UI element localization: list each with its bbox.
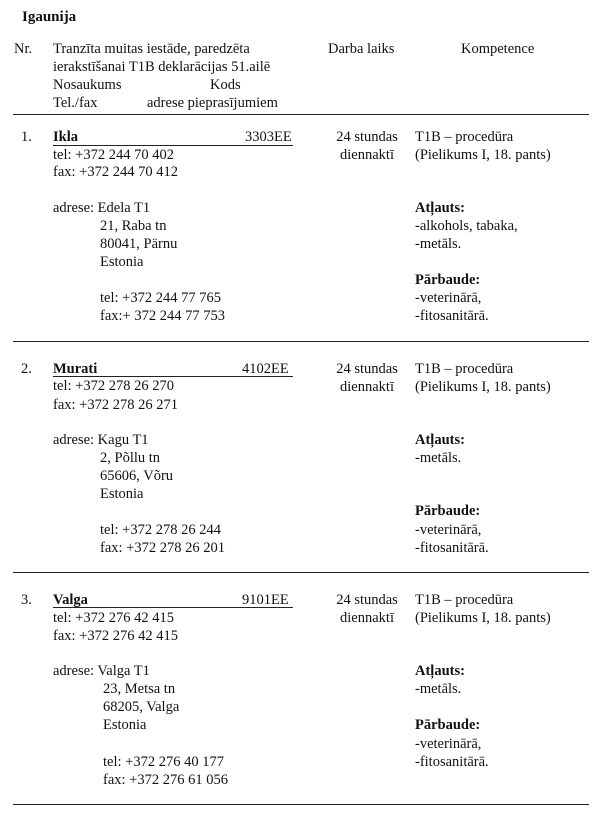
entry-tel-2: tel: +372 244 77 765: [100, 290, 221, 306]
header-rule: [13, 114, 589, 115]
entry-tel: tel: +372 244 70 402: [53, 147, 174, 163]
entry-hours-1: 24 stundas: [336, 361, 398, 377]
entry-tel: tel: +372 278 26 270: [53, 378, 174, 394]
header-hours: Darba laiks: [328, 41, 395, 57]
entry-hours-1: 24 stundas: [336, 592, 398, 608]
entry-check-title: Pārbaude:: [415, 503, 481, 519]
entry-check-item: -veterinārā,: [415, 290, 482, 306]
header-name-label: Nosaukums: [53, 77, 122, 93]
entry-check-item: -veterinārā,: [415, 522, 482, 538]
entry-tel: tel: +372 276 42 415: [53, 610, 174, 626]
entry-address-city: 65606, Võru: [100, 468, 174, 484]
entry-nr: 2.: [21, 361, 32, 377]
entry-fax: fax: +372 244 70 412: [53, 164, 178, 180]
entry-address-country: Estonia: [100, 486, 144, 502]
header-nr: Nr.: [14, 41, 33, 57]
entry-fax-2: fax:+ 372 244 77 753: [100, 308, 225, 324]
entry-code: 4102EE: [242, 361, 289, 377]
entry-procedure-ref: (Pielikums I, 18. pants): [415, 379, 551, 395]
entry-name: Ikla: [53, 129, 78, 145]
header-office-line2: ierakstīšanai T1B deklarācijas 51.ailē: [53, 59, 271, 75]
header-competence: Kompetence: [461, 41, 535, 57]
page-title: Igaunija: [22, 9, 77, 25]
entry-fax-2: fax: +372 276 61 056: [103, 772, 228, 788]
entry-tel-2: tel: +372 278 26 244: [100, 522, 221, 538]
entry-tel-2: tel: +372 276 40 177: [103, 754, 224, 770]
entry-address-street: 23, Metsa tn: [103, 681, 176, 697]
entry-hours-1: 24 stundas: [336, 129, 398, 145]
entry-check-title: Pārbaude:: [415, 717, 481, 733]
entry-check-item: -fitosanitārā.: [415, 540, 489, 556]
entry-code: 9101EE: [242, 592, 289, 608]
header-tel-label: Tel./fax: [53, 95, 98, 111]
entry-address-city: 68205, Valga: [103, 699, 180, 715]
entry-allowed-item: -metāls.: [415, 450, 462, 466]
entry-allowed-title: Atļauts:: [415, 200, 465, 216]
entry-address-label: adrese: Edela T1: [53, 200, 151, 216]
entry-address-city: 80041, Pärnu: [100, 236, 178, 252]
entry-procedure: T1B – procedūra: [415, 361, 514, 377]
entry-check-item: -veterinārā,: [415, 736, 482, 752]
entry-allowed-item: -alkohols, tabaka,: [415, 218, 518, 234]
entry-nr: 3.: [21, 592, 32, 608]
entry-name: Murati: [53, 361, 98, 377]
entry-address-label: adrese: Kagu T1: [53, 432, 149, 448]
entry-check-item: -fitosanitārā.: [415, 308, 489, 324]
entry-procedure-ref: (Pielikums I, 18. pants): [415, 610, 551, 626]
header-code-label: Kods: [210, 77, 241, 93]
entry-allowed-title: Atļauts:: [415, 663, 465, 679]
entry-fax: fax: +372 278 26 271: [53, 397, 178, 413]
header-office-line1: Tranzīta muitas iestāde, paredzēta: [53, 41, 250, 57]
entry-allowed-title: Atļauts:: [415, 432, 465, 448]
entry-hours-2: diennaktī: [340, 379, 394, 395]
entry-fax: fax: +372 276 42 415: [53, 628, 178, 644]
entry-allowed-item: -metāls.: [415, 681, 462, 697]
entry-address-country: Estonia: [103, 717, 147, 733]
entry-allowed-item: -metāls.: [415, 236, 462, 252]
name-underline: [53, 607, 293, 608]
entry-divider: [13, 341, 589, 342]
entry-divider: [13, 804, 589, 805]
entry-address-street: 2, Põllu tn: [100, 450, 161, 466]
entry-procedure: T1B – procedūra: [415, 592, 514, 608]
entry-procedure: T1B – procedūra: [415, 129, 514, 145]
entry-procedure-ref: (Pielikums I, 18. pants): [415, 147, 551, 163]
entry-check-item: -fitosanitārā.: [415, 754, 489, 770]
entry-hours-2: diennaktī: [340, 147, 394, 163]
entry-check-title: Pārbaude:: [415, 272, 481, 288]
entry-nr: 1.: [21, 129, 32, 145]
entry-address-label: adrese: Valga T1: [53, 663, 150, 679]
entry-fax-2: fax: +372 278 26 201: [100, 540, 225, 556]
entry-address-street: 21, Raba tn: [100, 218, 167, 234]
entry-code: 3303EE: [245, 129, 292, 145]
entry-name: Valga: [53, 592, 88, 608]
entry-hours-2: diennaktī: [340, 610, 394, 626]
header-address-label: adrese pieprasījumiem: [147, 95, 278, 111]
entry-divider: [13, 572, 589, 573]
entry-address-country: Estonia: [100, 254, 144, 270]
